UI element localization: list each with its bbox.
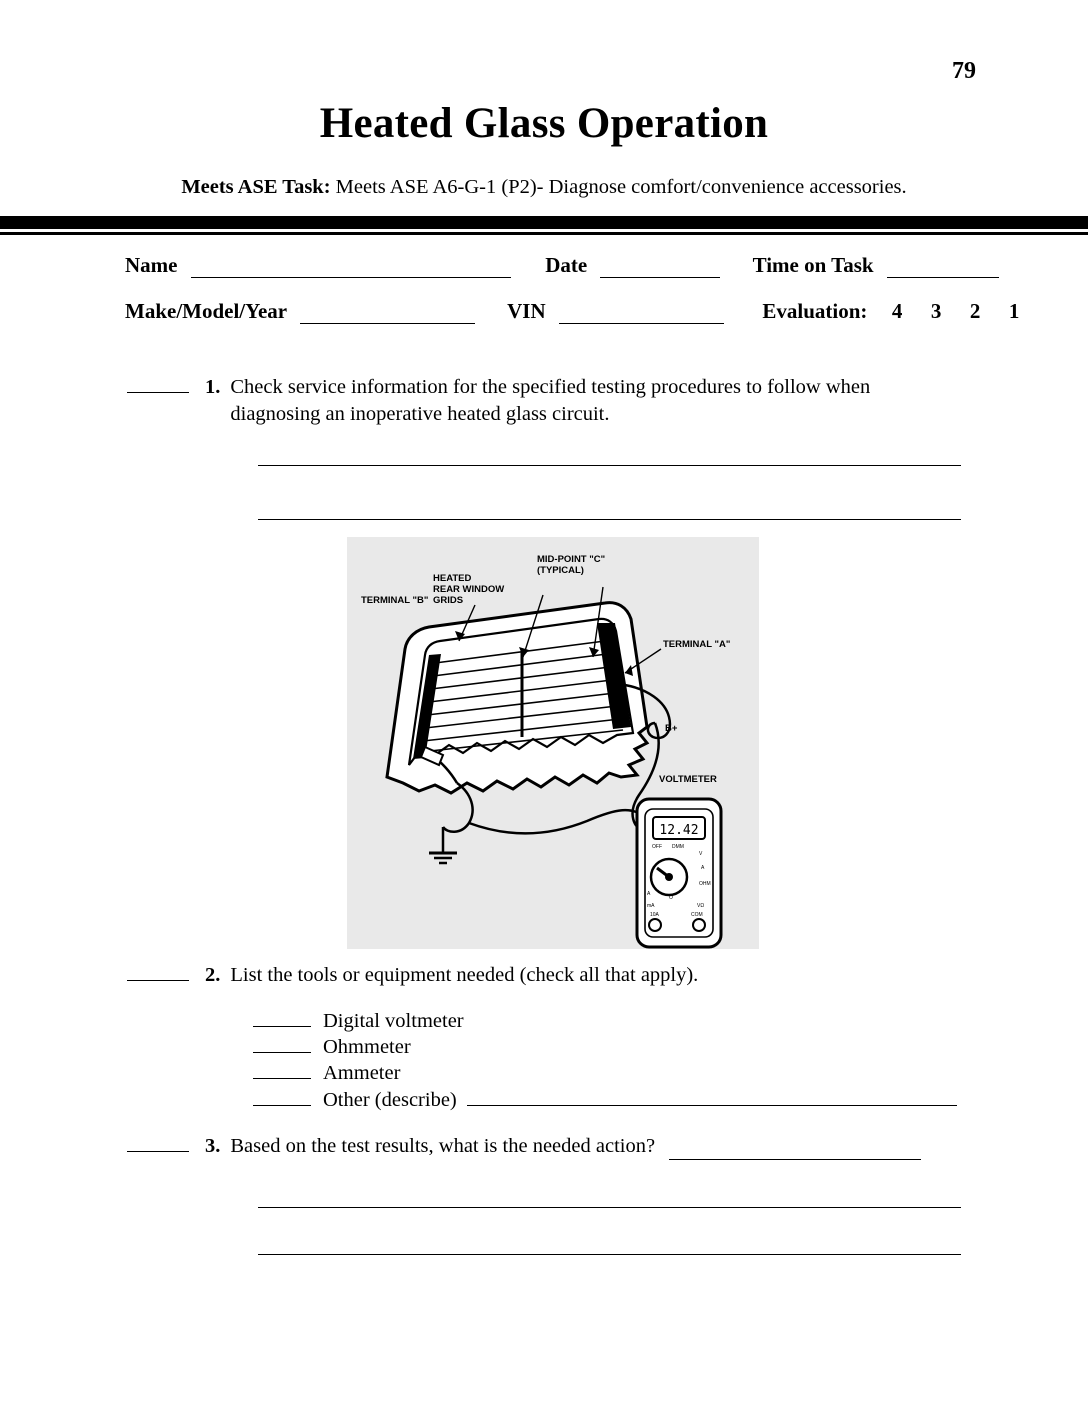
task-item-3 bbox=[127, 1133, 921, 1160]
checklist-blank-ammeter[interactable] bbox=[253, 1063, 311, 1079]
page-number: 79 bbox=[952, 58, 976, 84]
svg-text:GRIDS: GRIDS bbox=[433, 595, 464, 606]
svg-text:OFF: OFF bbox=[652, 844, 662, 850]
task-1-answer-line-2[interactable] bbox=[258, 519, 961, 520]
task-3-text: Based on the test results, what is the needed action? bbox=[230, 1135, 656, 1157]
task-item-2 bbox=[127, 962, 698, 989]
svg-text:12.42: 12.42 bbox=[659, 823, 699, 838]
checklist-item-digital-voltmeter[interactable] bbox=[253, 1009, 957, 1033]
svg-text:REAR WINDOW: REAR WINDOW bbox=[433, 584, 505, 595]
checklist-blank-digital-voltmeter[interactable] bbox=[253, 1011, 311, 1027]
task-2-text: List the tools or equipment needed (check all that apply). bbox=[230, 964, 699, 986]
svg-text:10A: 10A bbox=[650, 912, 659, 918]
vin-input[interactable] bbox=[559, 306, 724, 324]
checklist-item-ammeter[interactable] bbox=[253, 1061, 957, 1085]
ase-task-line bbox=[0, 176, 1088, 199]
evaluation-label: Evaluation: bbox=[762, 299, 868, 323]
name-label: Name bbox=[125, 253, 178, 277]
evaluation-option-4[interactable]: 4 bbox=[891, 299, 903, 323]
svg-text:MID-POINT "C": MID-POINT "C" bbox=[537, 554, 606, 565]
date-input[interactable] bbox=[600, 260, 720, 278]
checklist-blank-other[interactable] bbox=[253, 1090, 311, 1106]
svg-text:VOLTMETER: VOLTMETER bbox=[659, 774, 717, 785]
checklist-label-ohmmeter: Ohmmeter bbox=[323, 1036, 411, 1059]
task-1-checkbox-blank[interactable] bbox=[127, 377, 189, 393]
checklist-item-other[interactable] bbox=[253, 1088, 957, 1112]
date-label: Date bbox=[545, 253, 588, 277]
checklist-item-ohmmeter[interactable] bbox=[253, 1035, 957, 1059]
task-3-answer-line-1[interactable] bbox=[258, 1207, 961, 1208]
checklist-label-digital-voltmeter: Digital voltmeter bbox=[323, 1010, 464, 1032]
task-3-answer-line-2[interactable] bbox=[258, 1254, 961, 1255]
name-input[interactable] bbox=[191, 260, 511, 278]
svg-text:OHM: OHM bbox=[699, 881, 711, 887]
ase-task-text: Meets ASE A6-G-1 (P2)- Diagnose comfort/convenience accessories. bbox=[330, 176, 907, 198]
svg-text:A: A bbox=[647, 891, 651, 897]
make-model-year-input[interactable] bbox=[300, 306, 475, 324]
time-on-task-input[interactable] bbox=[887, 260, 999, 278]
form-row-vehicle bbox=[125, 299, 1019, 324]
tools-checklist bbox=[253, 1009, 957, 1114]
checklist-label-other: Other (describe) bbox=[323, 1088, 457, 1111]
task-2-checkbox-blank[interactable] bbox=[127, 965, 189, 981]
svg-text:HEATED: HEATED bbox=[433, 573, 472, 584]
task-3-number: 3. bbox=[205, 1135, 221, 1157]
evaluation-option-2[interactable]: 2 bbox=[969, 299, 981, 323]
task-2-number: 2. bbox=[205, 964, 221, 986]
ase-task-label: Meets ASE Task: bbox=[181, 176, 331, 198]
page-title: Heated Glass Operation bbox=[319, 100, 769, 147]
header-divider-thick bbox=[0, 216, 1088, 229]
svg-text:(TYPICAL): (TYPICAL) bbox=[537, 565, 584, 576]
svg-text:TERMINAL "B": TERMINAL "B" bbox=[361, 595, 429, 606]
heated-rear-window-figure bbox=[347, 537, 759, 949]
svg-text:DMM: DMM bbox=[672, 844, 684, 850]
make-model-year-label: Make/Model/Year bbox=[125, 299, 287, 323]
evaluation-option-3[interactable]: 3 bbox=[930, 299, 942, 323]
vin-label: VIN bbox=[507, 299, 546, 323]
task-1-answer-line-1[interactable] bbox=[258, 465, 961, 466]
form-row-identity bbox=[125, 253, 999, 278]
task-item-1 bbox=[127, 374, 910, 428]
svg-text:COM: COM bbox=[691, 912, 703, 918]
svg-text:mA: mA bbox=[647, 903, 655, 909]
svg-text:TERMINAL "A": TERMINAL "A" bbox=[663, 639, 731, 650]
checklist-label-ammeter: Ammeter bbox=[323, 1062, 401, 1085]
task-1-number: 1. bbox=[205, 376, 221, 398]
svg-text:VΩ: VΩ bbox=[697, 903, 705, 909]
task-3-answer-inline[interactable] bbox=[669, 1142, 921, 1160]
evaluation-option-1[interactable]: 1 bbox=[1008, 299, 1020, 323]
task-1-text: Check service information for the specified testing procedures to follow when diagnosing an inoperative heated glass circuit. bbox=[230, 376, 871, 426]
svg-text:V: V bbox=[699, 851, 703, 857]
header-divider-thin bbox=[0, 232, 1088, 235]
checklist-blank-ohmmeter[interactable] bbox=[253, 1037, 311, 1053]
checklist-other-input[interactable] bbox=[467, 1090, 957, 1106]
svg-text:B+: B+ bbox=[665, 723, 678, 734]
task-3-checkbox-blank[interactable] bbox=[127, 1136, 189, 1152]
time-on-task-label: Time on Task bbox=[752, 253, 874, 277]
svg-text:A: A bbox=[701, 865, 705, 871]
svg-text:O: O bbox=[669, 895, 673, 901]
